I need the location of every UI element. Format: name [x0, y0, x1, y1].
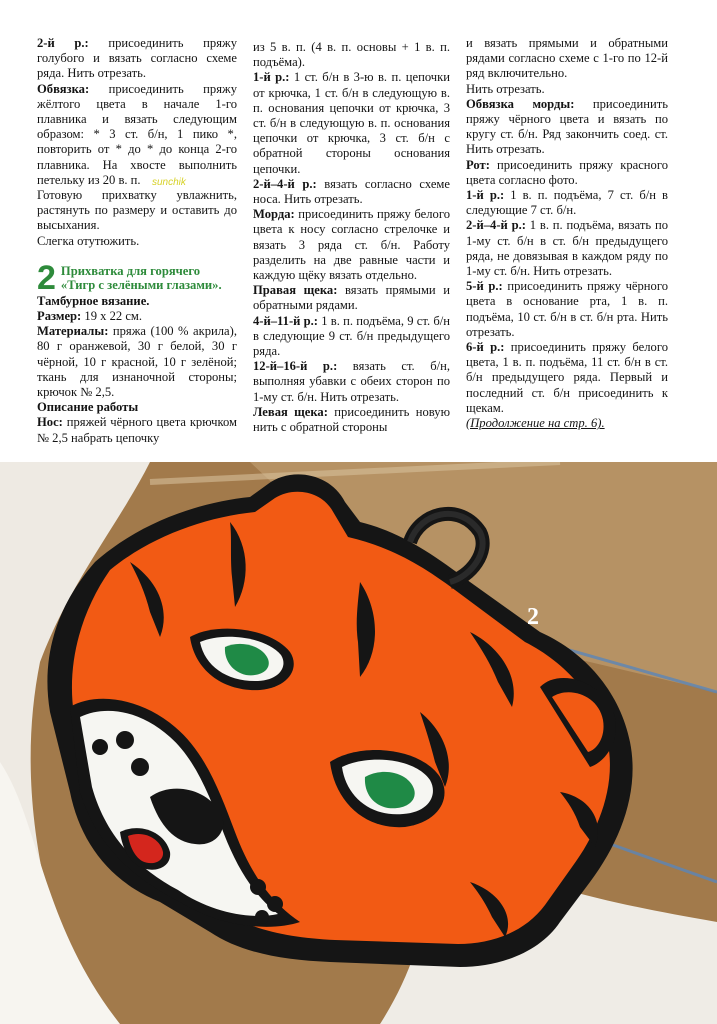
tiger-potholder-illustration: [0, 462, 717, 1024]
paragraph: [466, 218, 668, 279]
paragraph: [466, 279, 668, 340]
article-text: [0, 0, 717, 462]
paragraph: [37, 82, 237, 188]
figure-number-label: 2: [527, 604, 539, 630]
row-label: 2-й р.:: [37, 36, 89, 50]
paragraph-text: вязать ст. б/н, выполняя убавки с обеих сторон по 1-му ст. б/н. Нить отрезать.: [253, 359, 450, 404]
paragraph-text: присоединить пряжу чёрного цвета и вязать по кругу ст. б/н. Ряд закончить соед. ст. Нить отрезать.: [466, 96, 669, 157]
article-header: [37, 258, 237, 297]
section-label: Рот:: [466, 157, 490, 172]
row-label: 6-й р.:: [466, 340, 505, 355]
paragraph: [253, 359, 450, 405]
paragraph: [253, 314, 450, 360]
row-label: 1-й р.:: [253, 70, 290, 85]
paragraph-text: присоединить пряжу красного цвета согласно фото.: [466, 157, 668, 187]
text-column-1: [37, 36, 237, 446]
paragraph: [253, 405, 450, 435]
row-label: 1-й р.:: [466, 188, 505, 203]
paragraph: Нить отрезать.: [466, 81, 545, 96]
paragraph: [37, 36, 237, 82]
description-heading: [37, 400, 237, 415]
paragraph: [37, 415, 237, 445]
technique-label: Тамбурное вязание.: [37, 293, 150, 308]
paragraph: из 5 в. п. (4 в. п. основы + 1 в. п. подъёма).: [253, 40, 450, 70]
paragraph-text: присоединить пряжу голубого и вязать согласно схеме ряда. Нить отрезать.: [37, 36, 237, 81]
section-label: Нос:: [37, 415, 63, 430]
paragraph: Слегка отутюжить.: [37, 233, 140, 248]
paragraph: и вязать прямыми и обратными рядами согласно схеме с 1-го по 12-й ряд включительно.: [466, 36, 668, 81]
row-label: 2-й–4-й р.:: [466, 218, 526, 233]
article-title: Прихватка для горячего «Тигр с зелёными глазами».: [60, 263, 222, 292]
continued-link-text: (Продолжение на стр. 6).: [466, 416, 605, 431]
paragraph: [253, 177, 450, 207]
paragraph: [253, 207, 450, 283]
paragraph-text: присоединить новую нить с обратной стороны: [253, 404, 451, 435]
paragraph-text: присоединить пряжу чёрного цвета в основание рта, 1 в. п. подъёма, 10 ст. б/н в ст. б/н рта. Нить отрезать.: [466, 279, 668, 339]
paragraph-text: 1 ст. б/н в 3-ю в. п. цепочки от крючка, 1 ст. б/н в следующую в. п. основания цепочки от крючка, 3 ст. б/н в следующую в. п. основания цепочки от крючка, 3 ст. б/н с обратной стороны основания цепочки.: [253, 70, 450, 176]
continued-note: [466, 416, 668, 431]
row-label: 4-й–11-й р.:: [253, 313, 318, 328]
paragraph: [466, 188, 668, 218]
tiger-potholder-photo: [0, 462, 717, 1024]
row-label: 5-й р.:: [466, 279, 503, 294]
description-heading-text: Описание работы: [37, 400, 139, 415]
paragraph: Готовую прихватку увлажнить, растянуть по размеру и оставить до высыхания.: [37, 188, 237, 233]
paragraph: [466, 340, 668, 416]
technique: [37, 294, 237, 309]
paragraph-text: присоединить пряжу жёлтого цвета в начале 1-го плавника и вязать следующим образом: * 3 ст. б/н, 1 пико *, повторить от * до * до конца 2-го плавника. На хвосте выполнить петельку из 20 в. п.: [37, 81, 237, 187]
paragraph: [466, 97, 668, 158]
paragraph: [253, 283, 450, 313]
text-column-3: [466, 36, 668, 431]
section-label: Морда:: [253, 207, 295, 222]
section-label: Обвязка:: [37, 81, 90, 96]
paragraph-text: вязать прямыми и обратными рядами.: [253, 283, 451, 313]
size-value: 19 x 22 см.: [81, 309, 143, 324]
paragraph: [253, 70, 450, 176]
paragraph: [466, 158, 668, 188]
row-label: 2-й–4-й р.:: [253, 176, 317, 191]
text-column-2: [253, 40, 450, 435]
paragraph-text: присоединить пряжу белого цвета к носу согласно стрелочке и вязать 3 ряда ст. б/н. Работу разделить на две равные части и каждую щёку вязать отдельно.: [253, 207, 450, 283]
materials-label: Материалы:: [37, 324, 109, 339]
paragraph-text: вязать согласно схеме носа. Нить отрезать.: [253, 176, 450, 207]
section-label: Правая щека:: [253, 283, 338, 298]
paragraph-text: присоединить пряжу белого цвета, 1 в. п. подъёма, 11 ст. б/н в ст. б/н предыдущего ряда. Первый и последний ст. б/н присоединить к щекам.: [466, 340, 668, 415]
watermark: sunchik: [152, 177, 186, 188]
paragraph-text: 1 в. п. подъёма, вязать по 1-му ст. б/н в ст. б/н предыдущего ряда, не довязывая в каждом ряду по 1-му ст. б/н. Нить отрезать.: [466, 218, 668, 279]
row-label: 12-й–16-й р.:: [253, 359, 338, 374]
section-label: Левая щека:: [253, 404, 328, 419]
size-label: Размер:: [37, 309, 82, 324]
paragraph-text: пряжей чёрного цвета крючком № 2,5 набрать цепочку: [37, 415, 237, 445]
paragraph-text: 1 в. п. подъёма, 7 ст. б/н в следующие 7 ст. б/н.: [466, 188, 668, 218]
section-label: Обвязка морды:: [466, 96, 575, 111]
materials-value: пряжа (100 % акрила), 80 г оранжевой, 30 г белой, 30 г чёрной, 10 г красной, 10 г зелёной; ткань для изнаночной стороны; крючок № 2,5.: [37, 324, 237, 400]
materials-line: [37, 324, 237, 400]
paragraph-text: 1 в. п. подъёма, 9 ст. б/н в следующие 9 ст. б/н предыдущего ряда.: [253, 313, 450, 359]
article-number: 2: [37, 258, 56, 297]
size-line: [37, 309, 237, 324]
